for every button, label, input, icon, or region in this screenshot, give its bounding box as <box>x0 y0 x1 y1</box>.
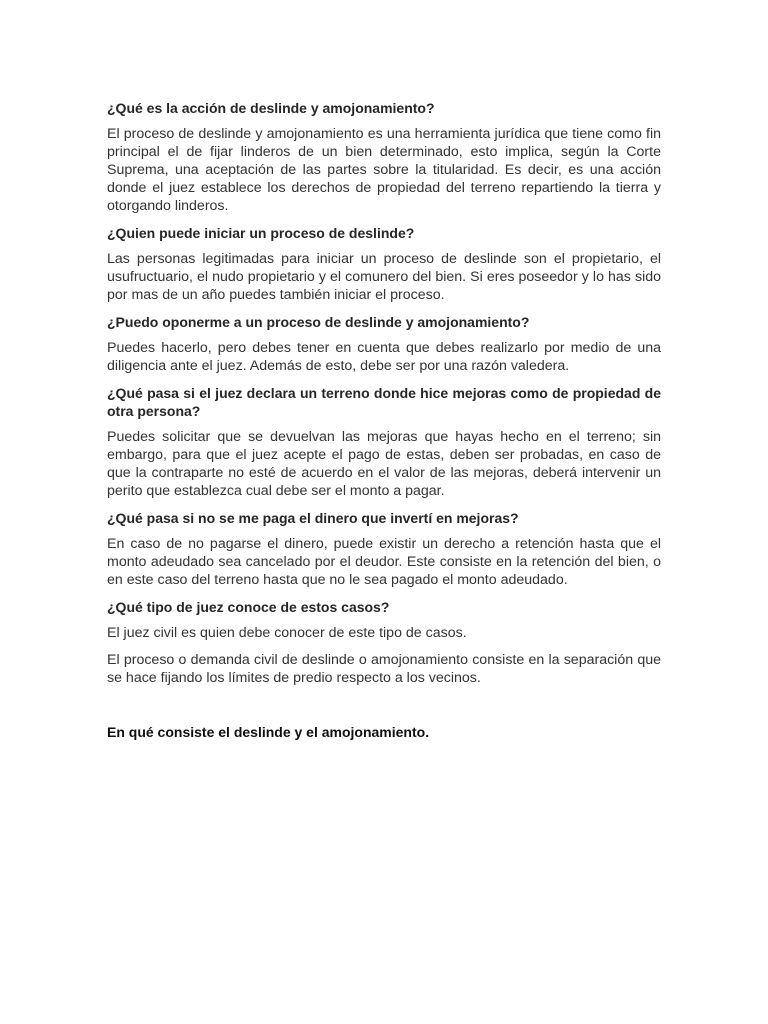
answer-paragraph-4: Puedes solicitar que se devuelvan las mejoras que hayas hecho en el terreno; sin embargo, para que el juez acepte el pago de estas, deben ser probadas, en caso de que la contraparte no esté de acuerdo en el valor de las mejoras, deberá intervenir un perito que establezca cual debe ser el monto a pagar. <box>107 429 661 499</box>
answer-paragraph-3: Puedes hacerlo, pero debes tener en cuenta que debes realizarlo por medio de una diligencia ante el juez. Además de esto, debe ser por una razón valedera. <box>107 340 661 374</box>
question-heading-6: ¿Qué tipo de juez conoce de estos casos? <box>107 599 390 615</box>
question-heading-4: ¿Qué pasa si el juez declara un terreno donde hice mejoras como de propiedad de otra persona? <box>107 385 661 419</box>
question-heading-3: ¿Puedo oponerme a un proceso de deslinde y amojonamiento? <box>107 314 530 330</box>
answer-paragraph-2: Las personas legitimadas para iniciar un proceso de deslinde son el propietario, el usufructuario, el nudo propietario y el comunero del bien. Si eres poseedor y lo has sido por mas de un año puedes también iniciar el proceso. <box>107 251 661 303</box>
question-heading-1: ¿Qué es la acción de deslinde y amojonamiento? <box>107 100 435 116</box>
question-heading-5: ¿Qué pasa si no se me paga el dinero que invertí en mejoras? <box>107 510 519 526</box>
answer-paragraph-1: El proceso de deslinde y amojonamiento es una herramienta jurídica que tiene como fin principal el de fijar linderos de un bien determinado, esto implica, según la Corte Suprema, una aceptación de las partes sobre la titularidad. Es decir, es una acción donde el juez establece los derechos de propiedad del terreno repartiendo la tierra y otorgando linderos. <box>107 126 661 214</box>
document-page <box>107 99 661 741</box>
question-heading-2: ¿Quien puede iniciar un proceso de deslinde? <box>107 225 415 241</box>
answer-paragraph-6: El juez civil es quien debe conocer de este tipo de casos. <box>107 625 467 641</box>
final-heading: En qué consiste el deslinde y el amojonamiento. <box>107 724 430 740</box>
answer-paragraph-5: En caso de no pagarse el dinero, puede existir un derecho a retención hasta que el monto adeudado sea cancelado por el deudor. Este consiste en la retención del bien, o en este caso del terreno hasta que no le sea pagado el monto adeudado. <box>107 536 661 588</box>
closing-paragraph: El proceso o demanda civil de deslinde o amojonamiento consiste en la separación que se hace fijando los límites de predio respecto a los vecinos. <box>107 652 661 686</box>
